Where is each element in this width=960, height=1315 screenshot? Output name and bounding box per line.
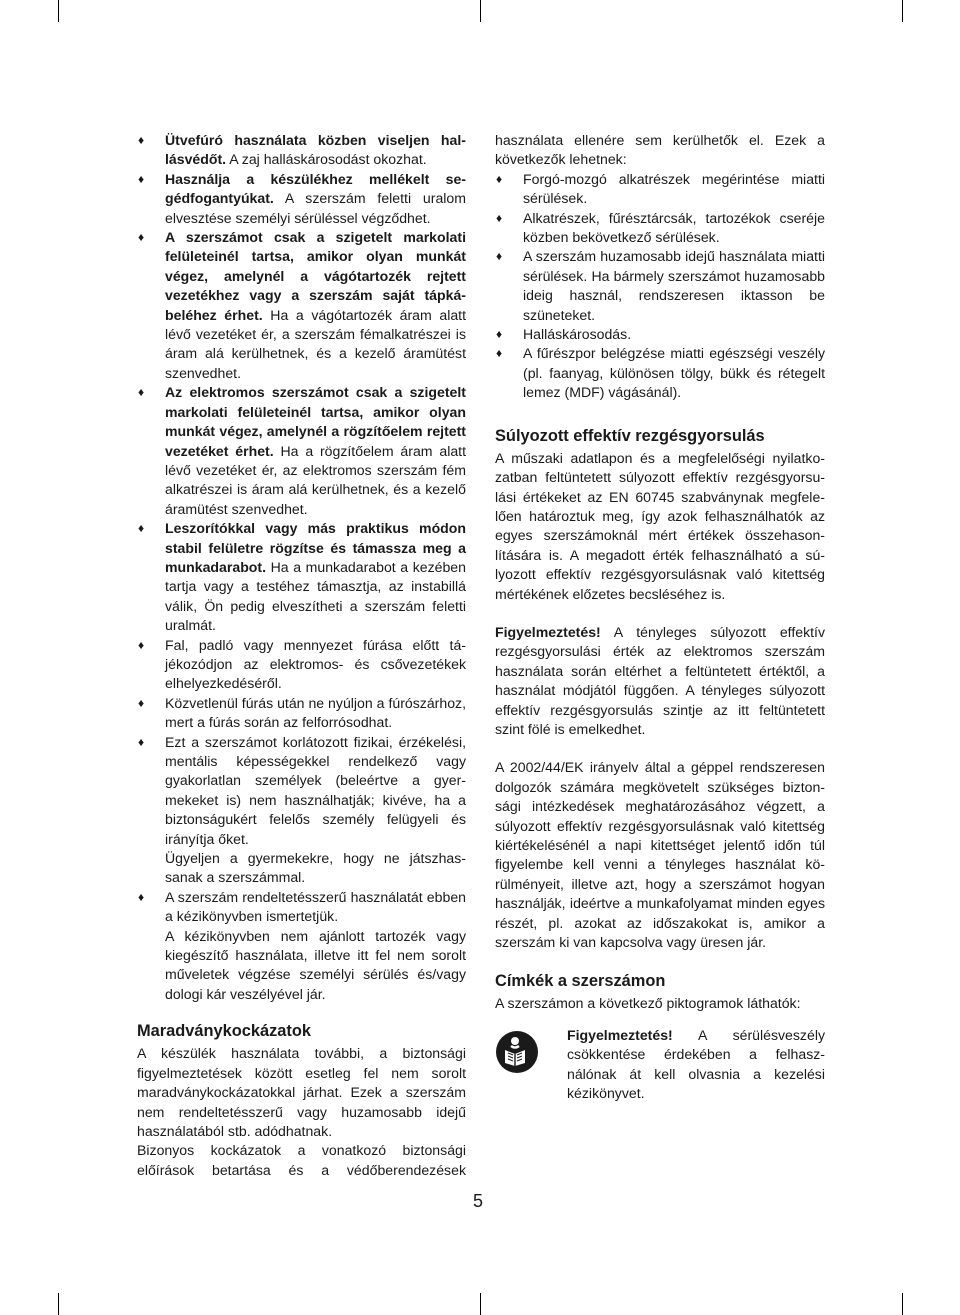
vibration-warning-paragraph [495,623,825,739]
safety-bullet-item [137,888,466,1004]
right-column [495,131,825,1103]
safety-bullet-item [137,519,466,635]
safety-bullet-body: Ezt a szerszámot korlátozott fizikai, érzékelési, mentális képességekkel rendelkező vagy gyakorlatlan személyek (beleértve a gyermekeket is) nem használhatják; kivéve, ha a biztonságukért felelős személy felügyeli és irányítja őket. [165,733,466,847]
safety-bullet-item [137,383,466,519]
vibration-heading: Súlyozott effektív rezgésgyorsulás [495,426,765,445]
safety-bullet-body: Közvetlenül fúrás után ne nyúljon a fúrószárhoz, mert a fúrás során az felforrósodhat. [165,694,466,731]
risk-bullet-text: ♦ A szerszám huzamosabb idejű használata miatti sérülések. Ha bármely szerszámot huzamosabb ideig használ, rendszeresen iktasson be szüneteket. [523,248,825,323]
crop-mark [480,0,481,22]
page-number: 5 [473,1191,484,1211]
safety-bullet-text [165,131,466,170]
safety-bullet-text [165,519,466,635]
pictogram-description [567,1026,825,1104]
left-column [137,131,466,1180]
safety-bullet-text [165,636,466,694]
safety-bullet-item [137,228,466,383]
read-manual-icon [495,1030,539,1074]
safety-bullet-body: Ha a munkadarabot a kezében tartja vagy a testéhez támasztja, az instabillá válik, Ön pedig elveszítheti a szerszám feletti uralmát. [165,558,466,634]
pictogram-warning-text: A sérülésveszély csökkentése érdekében a felhasználónak át kell olvasnia a kezelési kézikönyvet. [567,1026,825,1102]
vibration-paragraph: A műszaki adatlapon és a megfelelőségi nyilatkozatban feltüntetett súlyozott effektív rezgésgyorsulási értékeket az EN 60745 szabványnak megfelelően határoztuk meg, így azok felhasználhatók az egyes szerszámoknál mért értékek összehasonlítására is. A megadott érték felhasználható a súlyozott effektív rezgésgyorsulásnak való kitettség mértékének előzetes becsléséhez is. [495,449,825,602]
risks-intro: használata ellenére sem kerülhetők el. Ezek a következők lehetnek: [495,132,825,168]
residual-risks-paragraph-2: Bizonyos kockázatok a vonatkozó biztonsági előírások betartása és a védőberendezések [137,1142,466,1178]
safety-bullet-text [165,733,466,849]
risk-bullet-text: ♦ Forgó-mozgó alkatrészek megérintése miatti sérülések. [523,170,825,207]
safety-bullet-item [137,733,466,888]
safety-bullet-item [137,131,466,170]
safety-bullet-text [165,888,466,927]
warning-text: A tényleges súlyozott effektív rezgésgyorsulási érték az elektromos szerszám használata során eltérhet a feltüntetett értéktől, a használat módjától függően. A tényleges súlyozott effektív rezgésgyorsulás szintje az itt feltüntetett szint fölé is emelkedhet. [495,623,825,737]
risk-bullet-text: ♦ Alkatrészek, fűrésztárcsák, tartozékok cseréje közben bekövetkező sérülések. [523,209,825,246]
safety-bullet-bold: Az elektromos szerszámot csak a szigetelt markolati felületeinél tartsa, amikor olyan munkát végez, amelynél a rögzítőelem rejtett vezetéket érhet. [165,384,466,459]
residual-risks-heading: Maradványkockázatok [137,1022,312,1041]
safety-bullet-list [137,131,466,1004]
safety-bullet-body: Fal, padló vagy mennyezet fúrása előtt tájékozódjon az elektromos- és csővezetékek elhelyezkedéséről. [165,636,466,692]
risk-bullet-item [495,325,825,344]
safety-bullet-item [137,694,466,733]
safety-bullet-bold: Leszorítókkal vagy más praktikus módon stabil felületre rögzítse és támassza meg a munkadarabot. [165,520,466,575]
safety-bullet-body: Ha a vágótartozék áram alatt lévő vezetéket ér, a szerszám fémalkatrészei is áram alá kerülhetnek, és a kezelő áramütést szenvedhet. [165,306,466,381]
safety-bullet-body: Ha a rögzítőelem áram alatt lévő vezetéket ér, az elektromos szerszám fém alkatrészei is áram alá kerülhetnek, és a kezelő áramütést szenvedhet. [165,442,466,517]
crop-mark [480,1293,481,1315]
safety-bullet-text [165,170,466,228]
pictogram-row [495,1026,825,1104]
safety-bullet-extra: Ügyeljen a gyermekekre, hogy ne játszhassanak a szerszámmal. [165,850,466,886]
directive-paragraph: A 2002/44/EK irányelv által a géppel rendszeresen dolgozók számára megkövetelt szükséges biztonsági intézkedések meghatározásához végzett, a súlyozott effektív rezgésgyorsulásnak való kitettség kiértékelésénél a napi kitettséget jelentő időn túl figyelembe kell venni a tényleges használat körülményeit, illetve azt, hogy a szerszámot hogyan használják, ideértve a munkafolyamat minden egyes részét, pl. azokat az időszakokat is, amikor a szerszám ki van kapcsolva vagy üresen jár. [495,759,825,951]
safety-bullet-body: A szerszám feletti uralom elvesztése személyi sérüléssel végződhet. [165,190,466,226]
residual-risks-paragraph: A készülék használata további, a biztonsági figyelmeztetések között esetleg fel nem sorolt maradványkockázatokkal járhat. Ezek a szerszám nem rendeltetésszerű vagy huzamosabb idejű használatából stb. adódhatnak. [137,1045,466,1139]
crop-mark [902,1293,903,1315]
safety-bullet-bold: A szerszámot csak a szigetelt markolati felületeinél tartsa, amikor olyan munkát végez, amelynél a vágótartozék rejtett vezetékhez vagy a szerszám saját tápkábeléhez érhet. [165,229,466,323]
warning-label: Figyelmeztetés! [495,623,601,640]
safety-bullet-text [165,228,466,383]
risk-bullet-list [495,170,825,403]
risk-bullet-item [495,170,825,209]
risk-bullet-item [495,247,825,325]
safety-bullet-body: A zaj halláskárosodást okozhat. [226,151,427,168]
risk-bullet-text: ♦ A fűrészpor belégzése miatti egészségi veszély (pl. faanyag, különösen tölgy, bükk és rétegelt lemez (MDF) vágásánál). [523,345,825,401]
labels-intro: A szerszámon a következő piktogramok láthatók: [495,995,801,1012]
safety-bullet-extra: A kézikönyvben nem ajánlott tartozék vagy kiegészítő használata, illetve itt fel nem sorolt műveletek végzése személyi sérülés és/vagy dologi kár veszélyével jár. [165,927,466,1002]
safety-bullet-bold: Ütvefúró használata közben viseljen hallásvédőt. [165,132,466,168]
safety-bullet-bold: Használja a készülékhez mellékelt segédfogantyúkat. [165,170,466,207]
safety-bullet-item [137,636,466,694]
safety-bullet-text [165,694,466,733]
crop-mark [58,0,59,22]
crop-mark [902,0,903,22]
risk-bullet-text: ♦ Halláskárosodás. [523,326,632,343]
labels-heading: Címkék a szerszámon [495,972,666,991]
crop-mark [58,1293,59,1315]
risk-bullet-item [495,344,825,402]
safety-bullet-body: A szerszám rendeltetésszerű használatát ebben a kézikönyvben ismertetjük. [165,888,466,925]
pictogram-warning-label: Figyelmeztetés! [567,1026,673,1043]
risk-bullet-item [495,209,825,248]
safety-bullet-text [165,383,466,519]
safety-bullet-item [137,170,466,228]
